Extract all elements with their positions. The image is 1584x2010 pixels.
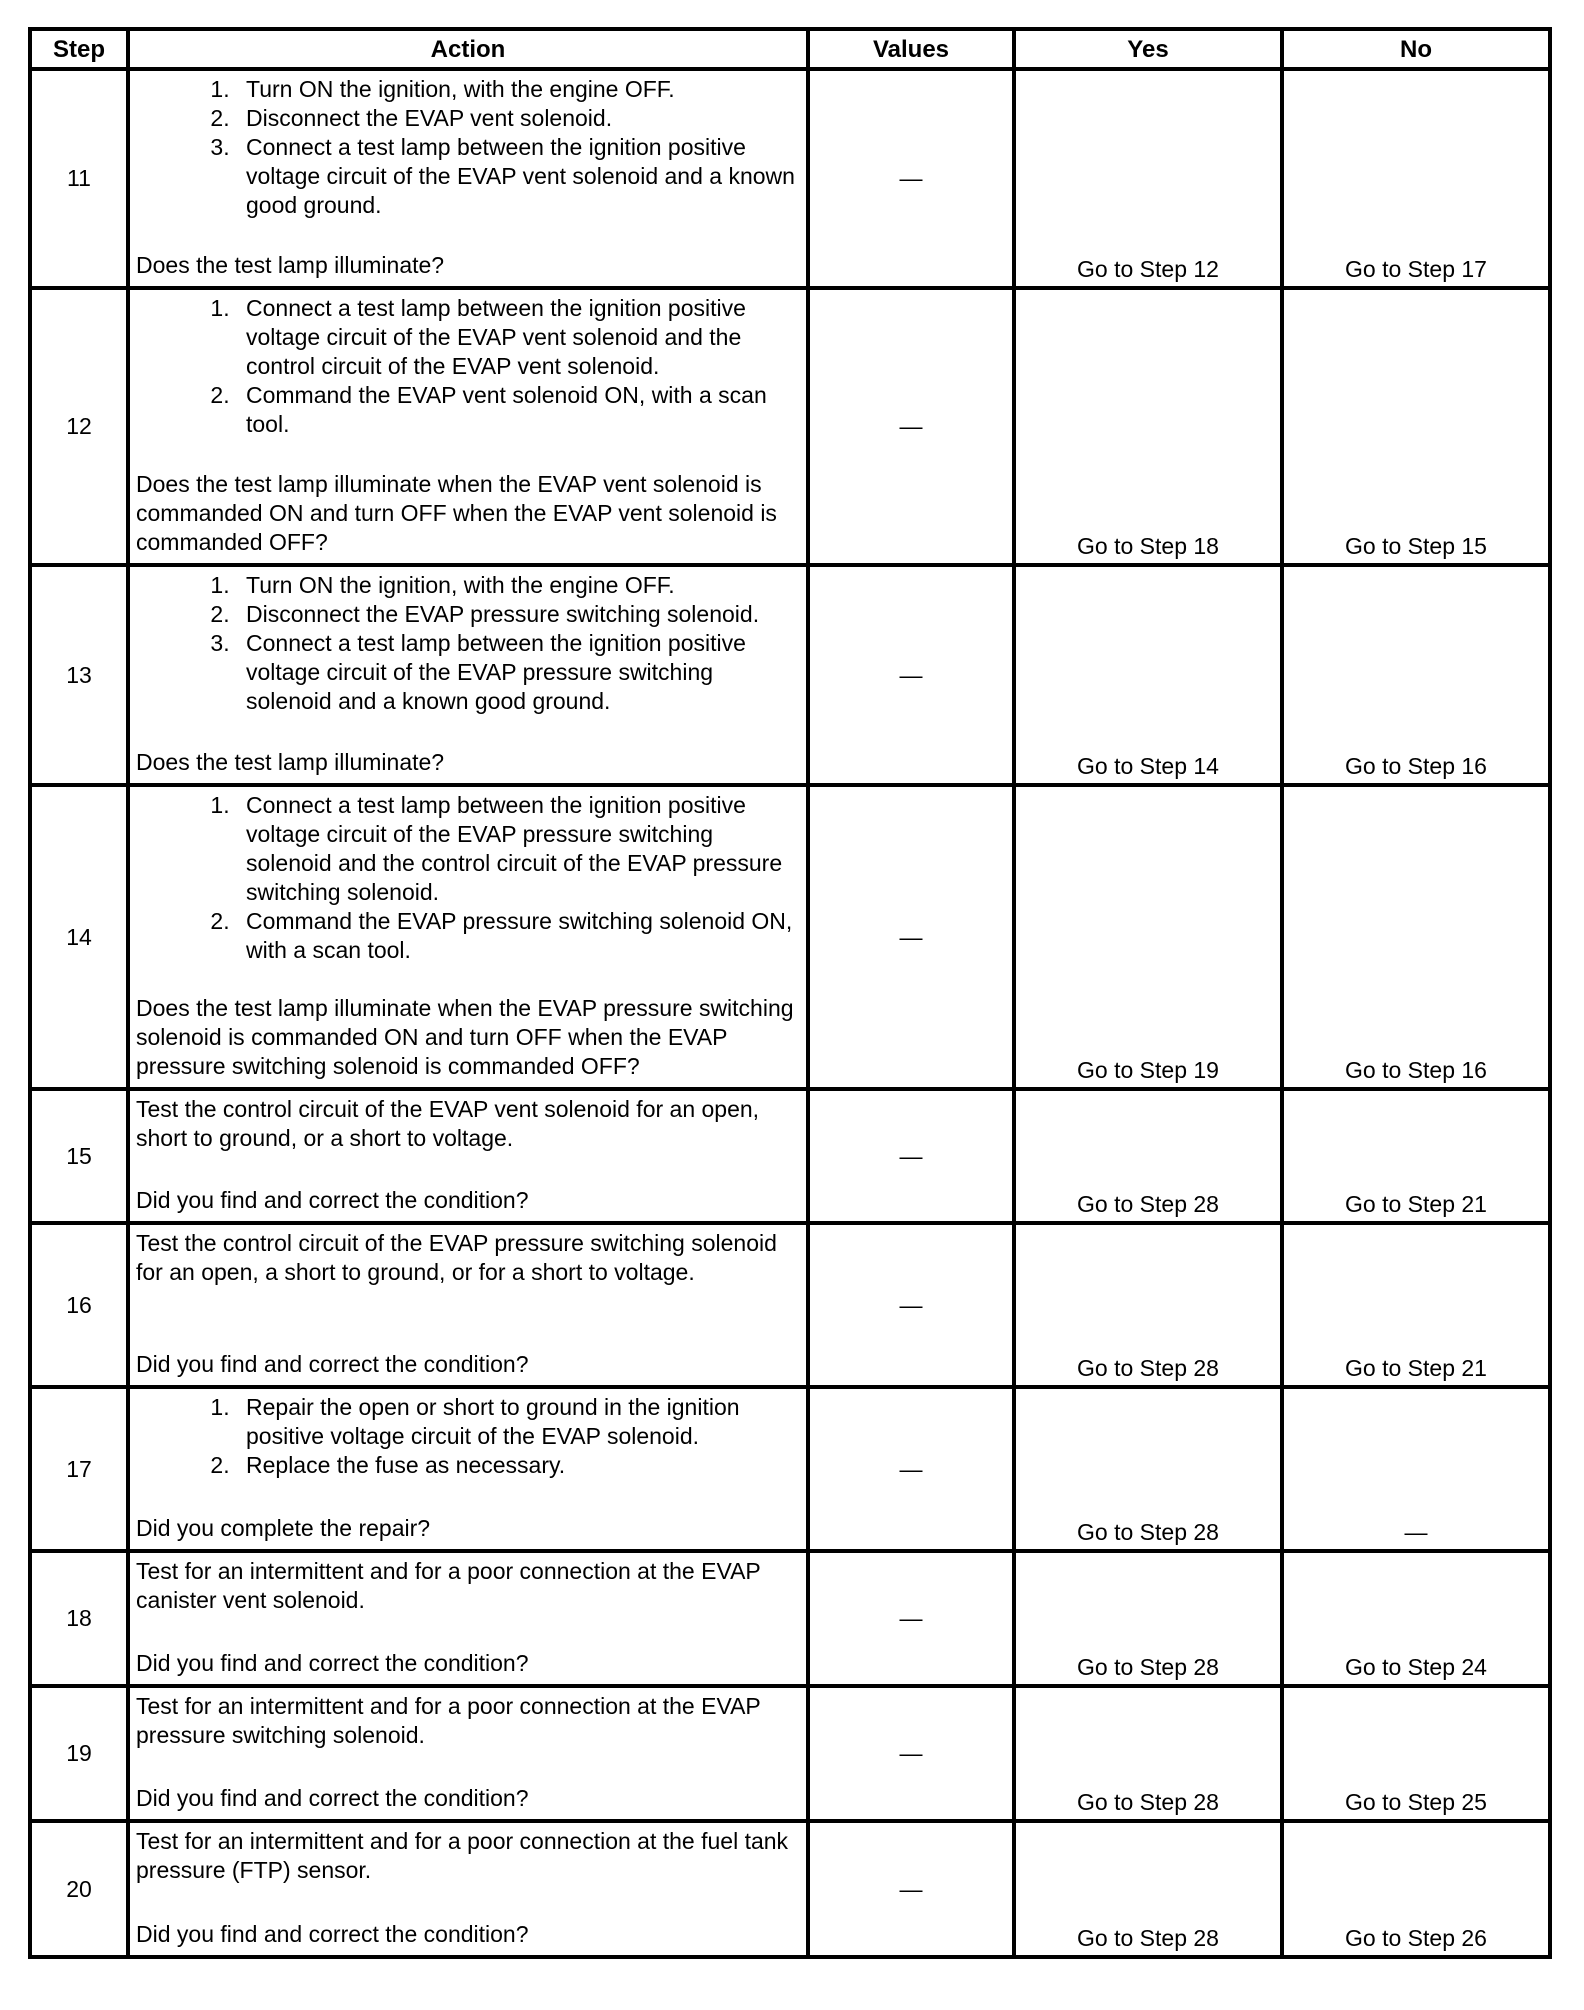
action-cell: [128, 1089, 808, 1223]
instruction-text: Test for an intermittent and for a poor connection at the EVAP canister vent solenoid.: [136, 1558, 761, 1613]
action-content: [136, 1095, 800, 1215]
instruction-item: 3. Connect a test lamp between the ignition positive voltage circuit of the EVAP vent solenoid and a known good ground.: [236, 133, 800, 220]
instruction-item: 2. Disconnect the EVAP vent solenoid.: [236, 104, 800, 133]
action-question: Did you find and correct the condition?: [136, 1921, 529, 1947]
table-row: [30, 565, 1550, 785]
values-cell: —: [808, 69, 1014, 288]
table-body: [30, 69, 1550, 1957]
action-instructions: [136, 1557, 800, 1615]
yes-cell: Go to Step 28: [1014, 1387, 1282, 1551]
header-no: No: [1282, 29, 1550, 69]
action-question: Did you complete the repair?: [136, 1515, 431, 1541]
instruction-item: 1. Connect a test lamp between the ignition positive voltage circuit of the EVAP pressure switching solenoid and the control circuit of the EVAP pressure switching solenoid.: [236, 791, 800, 907]
values-cell: —: [808, 1223, 1014, 1387]
action-content: [136, 791, 800, 1081]
action-question: Did you find and correct the condition?: [136, 1187, 529, 1213]
action-question: Did you find and correct the condition?: [136, 1650, 529, 1676]
no-cell: Go to Step 24: [1282, 1551, 1550, 1686]
action-cell: [128, 288, 808, 565]
yes-cell: Go to Step 28: [1014, 1821, 1282, 1957]
action-content: [136, 1827, 800, 1949]
table-row: [30, 1686, 1550, 1821]
instruction-list: [136, 791, 800, 965]
instruction-item: 1. Turn ON the ignition, with the engine OFF.: [236, 571, 800, 600]
action-cell: [128, 1821, 808, 1957]
table-row: [30, 785, 1550, 1089]
step-number: 11: [30, 69, 128, 288]
step-number: 15: [30, 1089, 128, 1223]
action-content: [136, 1692, 800, 1813]
table-row: [30, 288, 1550, 565]
instruction-item: 1. Repair the open or short to ground in the ignition positive voltage circuit of the EVAP solenoid.: [236, 1393, 800, 1451]
action-question: Does the test lamp illuminate?: [136, 252, 445, 278]
action-content: [136, 1557, 800, 1678]
table-row: [30, 1821, 1550, 1957]
action-content: [136, 1229, 800, 1379]
header-step: Step: [30, 29, 128, 69]
instruction-item: 2. Command the EVAP vent solenoid ON, with a scan tool.: [236, 381, 800, 439]
action-instructions: [136, 571, 800, 716]
yes-cell: Go to Step 28: [1014, 1551, 1282, 1686]
no-cell: Go to Step 17: [1282, 69, 1550, 288]
action-cell: [128, 1686, 808, 1821]
instruction-item: 1. Connect a test lamp between the ignition positive voltage circuit of the EVAP vent solenoid and the control circuit of the EVAP vent solenoid.: [236, 294, 800, 381]
instruction-list: [136, 571, 800, 716]
action-question: Does the test lamp illuminate when the EVAP pressure switching solenoid is commanded ON and turn OFF when the EVAP pressure switching solenoid is commanded OFF?: [136, 995, 794, 1079]
header-action: Action: [128, 29, 808, 69]
instruction-list: [136, 294, 800, 439]
yes-cell: Go to Step 28: [1014, 1686, 1282, 1821]
action-question: Did you find and correct the condition?: [136, 1785, 529, 1811]
yes-cell: Go to Step 28: [1014, 1089, 1282, 1223]
no-cell: —: [1282, 1387, 1550, 1551]
step-number: 19: [30, 1686, 128, 1821]
action-cell: [128, 1387, 808, 1551]
no-cell: Go to Step 21: [1282, 1089, 1550, 1223]
action-instructions: [136, 1095, 800, 1153]
diagnostic-table: [28, 27, 1552, 1959]
yes-cell: Go to Step 28: [1014, 1223, 1282, 1387]
table-row: [30, 1223, 1550, 1387]
action-instructions: [136, 791, 800, 965]
values-cell: —: [808, 288, 1014, 565]
action-cell: [128, 785, 808, 1089]
action-cell: [128, 69, 808, 288]
yes-cell: Go to Step 19: [1014, 785, 1282, 1089]
values-cell: —: [808, 565, 1014, 785]
step-number: 17: [30, 1387, 128, 1551]
no-cell: Go to Step 26: [1282, 1821, 1550, 1957]
action-instructions: [136, 75, 800, 220]
values-cell: —: [808, 1387, 1014, 1551]
action-question: Does the test lamp illuminate when the EVAP vent solenoid is commanded ON and turn OFF when the EVAP vent solenoid is commanded OFF?: [136, 471, 777, 555]
table-row: [30, 1551, 1550, 1686]
values-cell: —: [808, 1089, 1014, 1223]
step-number: 16: [30, 1223, 128, 1387]
instruction-text: Test the control circuit of the EVAP pressure switching solenoid for an open, a short to ground, or for a short to voltage.: [136, 1230, 777, 1285]
action-instructions: [136, 1692, 800, 1750]
instruction-list: [136, 1393, 800, 1480]
yes-cell: Go to Step 12: [1014, 69, 1282, 288]
step-number: 13: [30, 565, 128, 785]
action-question: Did you find and correct the condition?: [136, 1351, 529, 1377]
header-values: Values: [808, 29, 1014, 69]
header-row: [30, 29, 1550, 69]
action-instructions: [136, 1229, 800, 1287]
step-number: 20: [30, 1821, 128, 1957]
instruction-item: 3. Connect a test lamp between the ignition positive voltage circuit of the EVAP pressure switching solenoid and a known good ground.: [236, 629, 800, 716]
values-cell: —: [808, 785, 1014, 1089]
action-question: Does the test lamp illuminate?: [136, 749, 445, 775]
action-content: [136, 294, 800, 557]
action-cell: [128, 565, 808, 785]
no-cell: Go to Step 16: [1282, 565, 1550, 785]
instruction-item: 2. Replace the fuse as necessary.: [236, 1451, 800, 1480]
action-content: [136, 1393, 800, 1543]
instruction-list: [136, 75, 800, 220]
no-cell: Go to Step 21: [1282, 1223, 1550, 1387]
action-instructions: [136, 1393, 800, 1480]
step-number: 18: [30, 1551, 128, 1686]
no-cell: Go to Step 15: [1282, 288, 1550, 565]
action-cell: [128, 1223, 808, 1387]
table-row: [30, 69, 1550, 288]
no-cell: Go to Step 25: [1282, 1686, 1550, 1821]
yes-cell: Go to Step 18: [1014, 288, 1282, 565]
action-content: [136, 571, 800, 777]
values-cell: —: [808, 1551, 1014, 1686]
action-instructions: [136, 294, 800, 439]
yes-cell: Go to Step 14: [1014, 565, 1282, 785]
instruction-item: 2. Command the EVAP pressure switching solenoid ON, with a scan tool.: [236, 907, 800, 965]
no-cell: Go to Step 16: [1282, 785, 1550, 1089]
step-number: 14: [30, 785, 128, 1089]
instruction-item: 2. Disconnect the EVAP pressure switching solenoid.: [236, 600, 800, 629]
step-number: 12: [30, 288, 128, 565]
values-cell: —: [808, 1686, 1014, 1821]
instruction-text: Test for an intermittent and for a poor connection at the fuel tank pressure (FTP) sensor.: [136, 1828, 789, 1883]
instruction-text: Test for an intermittent and for a poor connection at the EVAP pressure switching solenoid.: [136, 1693, 761, 1748]
instruction-item: 1. Turn ON the ignition, with the engine OFF.: [236, 75, 800, 104]
action-instructions: [136, 1827, 800, 1885]
instruction-text: Test the control circuit of the EVAP vent solenoid for an open, short to ground, or a short to voltage.: [136, 1096, 760, 1151]
table-row: [30, 1387, 1550, 1551]
values-cell: —: [808, 1821, 1014, 1957]
header-yes: Yes: [1014, 29, 1282, 69]
action-cell: [128, 1551, 808, 1686]
table-row: [30, 1089, 1550, 1223]
action-content: [136, 75, 800, 280]
